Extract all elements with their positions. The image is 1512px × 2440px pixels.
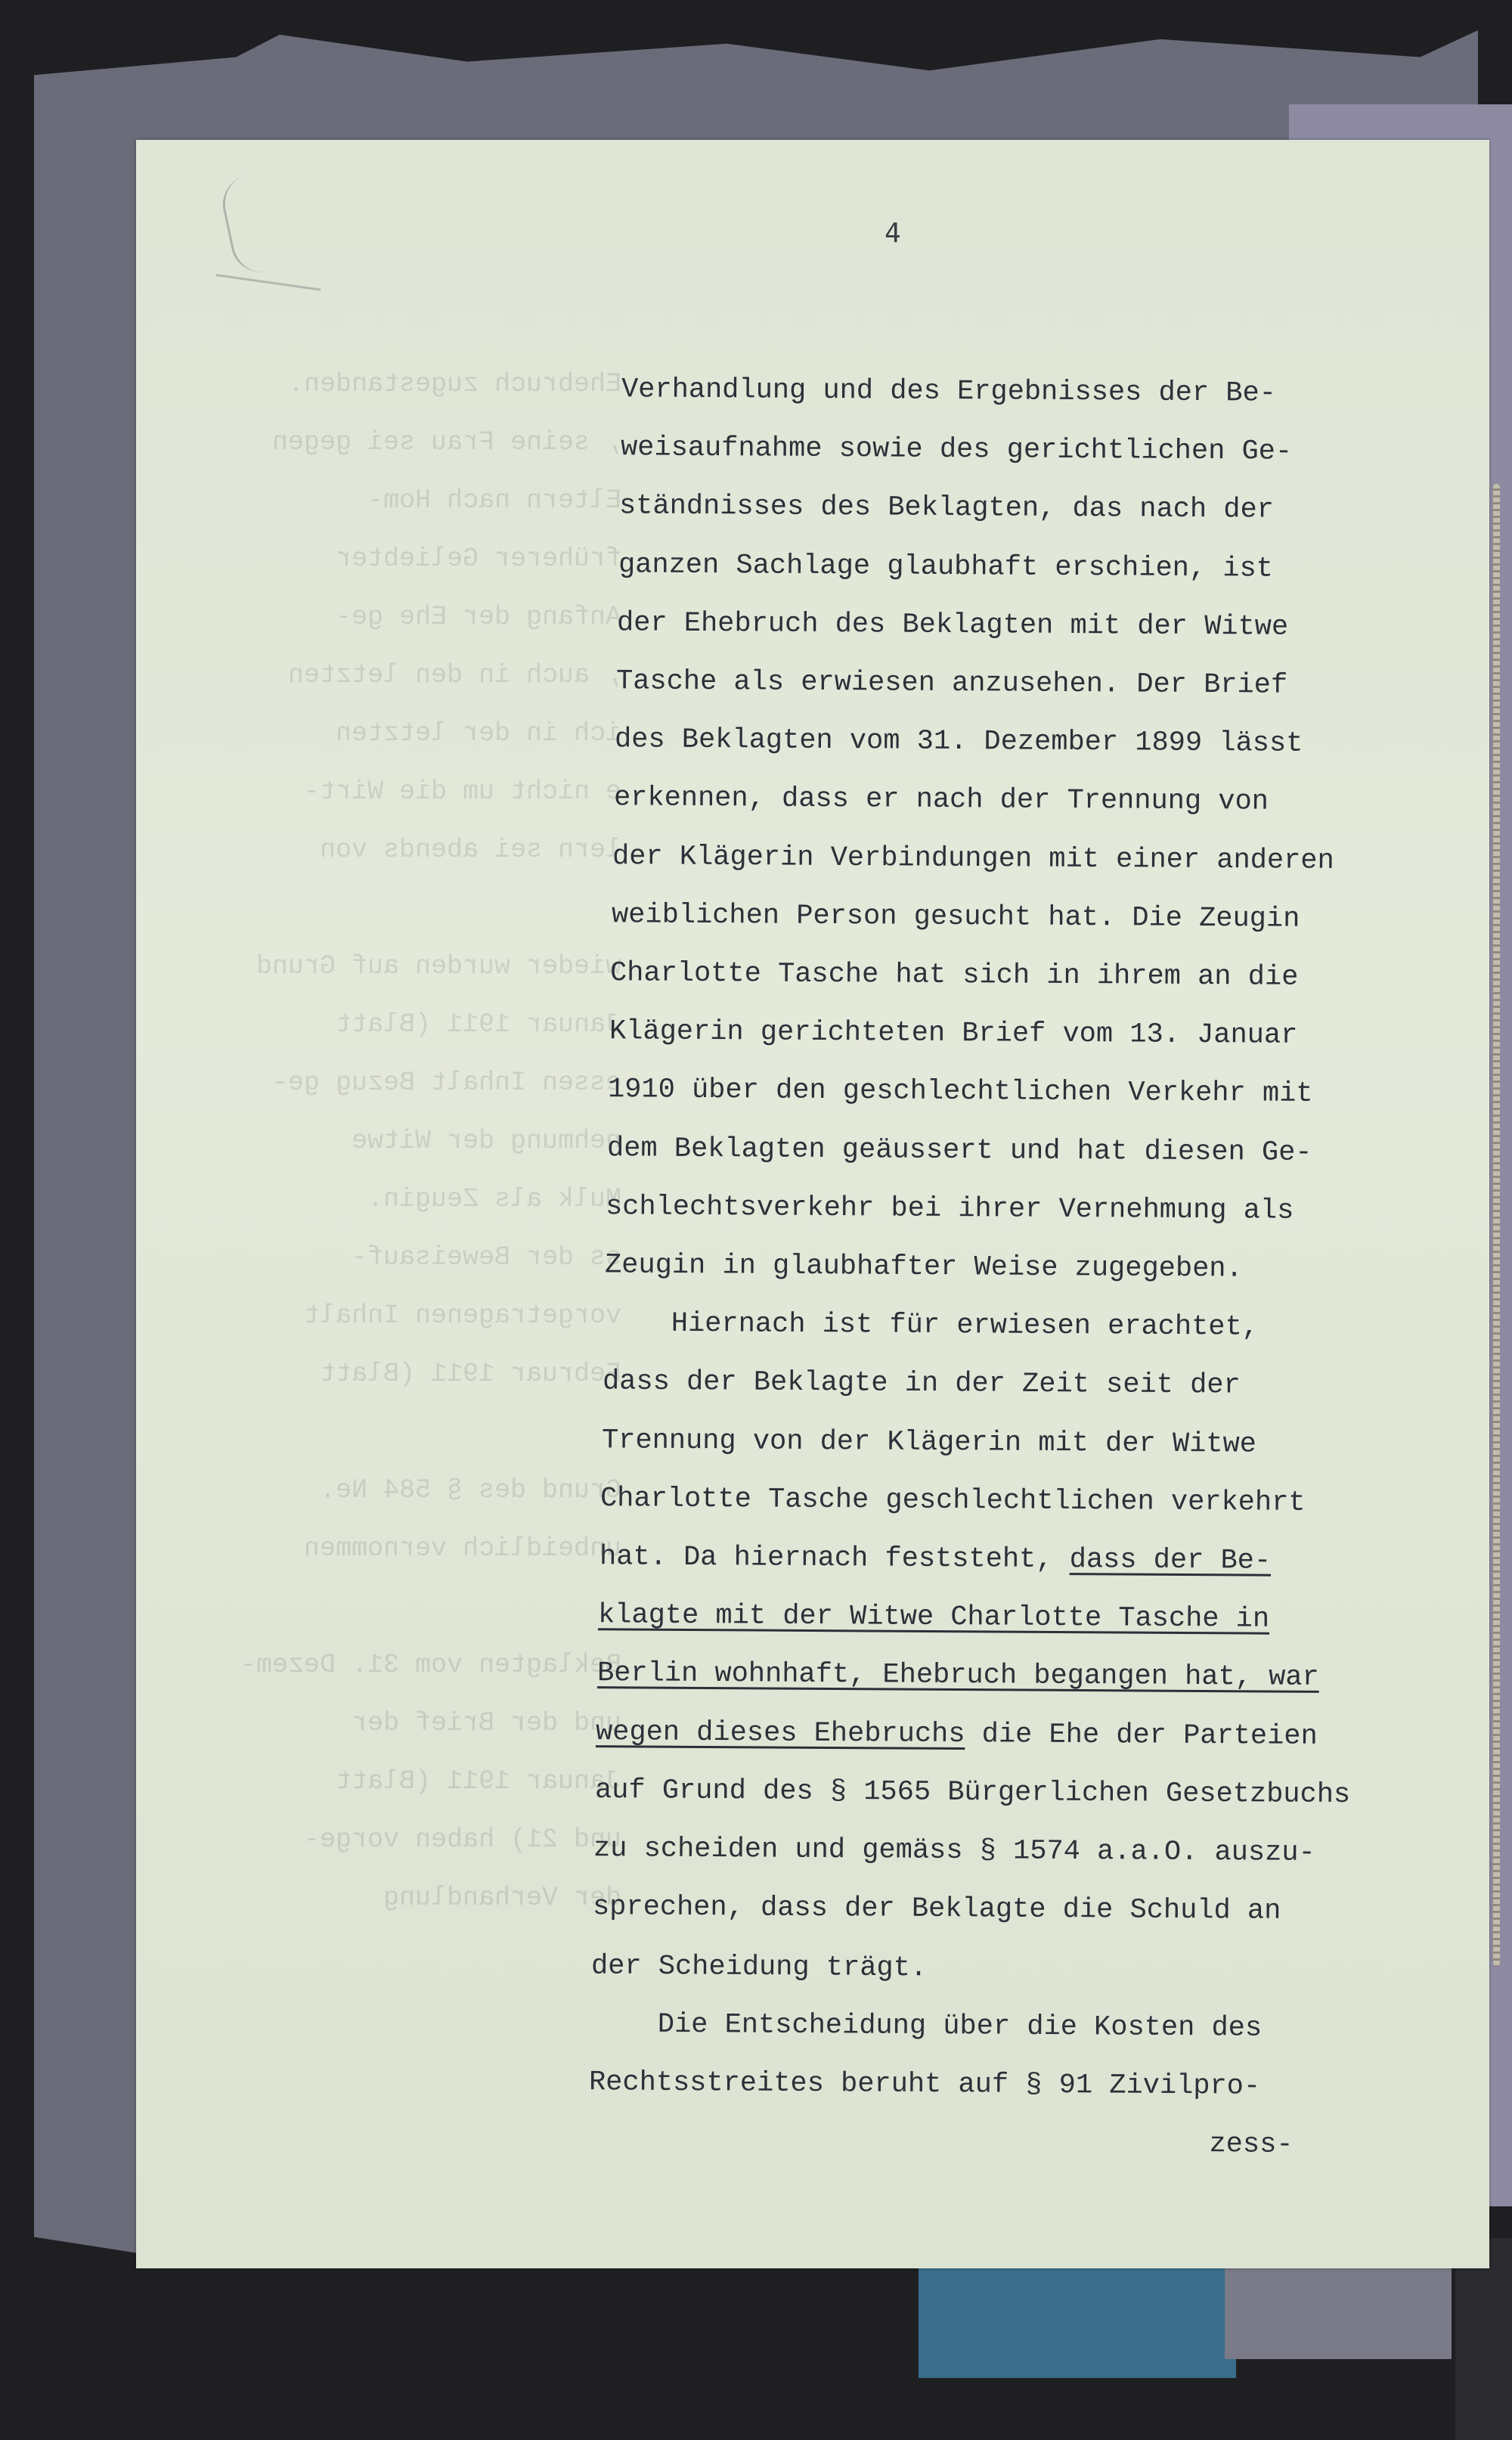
line-text: Charlotte Tasche hat sich in ihrem an die (610, 957, 1299, 994)
line-text: der Ehebruch des Beklagten mit der Witwe (617, 607, 1289, 643)
line-text: Zeugin in glaubhafter Weise zugegeben. (604, 1249, 1243, 1285)
line-text: Die Entscheidung über die Kosten des (590, 2007, 1263, 2045)
underlined-text: wegen dieses Ehebruchs (596, 1716, 965, 1750)
text-line (605, 1251, 1243, 1283)
page-number: 4 (885, 218, 901, 249)
line-text: die Ehe der Parteien (965, 1718, 1318, 1753)
line-text: weiblichen Person gesucht hat. Die Zeugin (611, 899, 1300, 935)
line-text: auf Grund des § 1565 Bürgerlichen Gesetzbuchs (594, 1774, 1351, 1811)
text-line (600, 1543, 1271, 1575)
text-line (618, 490, 1275, 527)
line-text: ganzen Sachlage glaubhaft erschien, ist (618, 548, 1273, 585)
text-line (596, 1657, 1319, 1694)
line-text: zess- (587, 2125, 1294, 2161)
line-text: zu scheiden und gemäss § 1574 a.a.O. auszu- (593, 1833, 1316, 1869)
line-text: dass der Beklagte in der Zeit seit der (602, 1366, 1241, 1402)
line-text: dem Beklagten geäussert und hat diesen Ge- (606, 1132, 1312, 1169)
underlined-text: klagte mit der Witwe Charlotte Tasche in (598, 1599, 1270, 1635)
line-text: hat. Da hiernach feststeht, (599, 1541, 1070, 1577)
text-line (600, 1482, 1306, 1519)
text-line (590, 2007, 1263, 2045)
text-line (601, 1424, 1256, 1461)
text-line (591, 1953, 927, 1983)
line-text: Verhandlung und des Ergebnisses der Be- (621, 374, 1277, 410)
text-line (596, 1716, 1318, 1753)
line-text: sprechen, dass der Beklagte die Schuld an (592, 1891, 1281, 1927)
text-line (593, 1835, 1315, 1868)
text-line (621, 376, 1276, 408)
text-line (613, 782, 1269, 819)
underlined-text: Berlin wohnhaft, Ehebruch begangen hat, war (596, 1657, 1319, 1694)
line-text: 1910 über den geschlechtlichen Verkehr mit (608, 1074, 1314, 1111)
text-line (593, 1893, 1281, 1926)
line-text: ständnisses des Beklagten, das nach der (618, 490, 1275, 527)
line-text: Trennung von der Klägerin mit der Witwe (601, 1424, 1256, 1461)
reverse-side-bleed-through: Ehebruch zugestanden. , seine Frau sei gegen Eltern nach Hom- früherer Geliebter Anfang der Ehe ge- , auch in den letzten ich in der letzten e nicht um die Wirt- lern sei abends von wieder wurden auf Grund Januar 1911 (Blatt essen Inhalt Bezug ge- nehmung der Witwe Mulk als Zeugin. ss der Beweisauf- vorgetragenen Inhalt Februar 1911 (Blatt Grund des § 584 Ne. unbeidlich vernommen Beklagten vom 31. Dezem- und der Brief der Januar 1911 (Blatt und 21) haben vorge- der Verhandlung (240, 369, 621, 1913)
line-text: Rechtsstreites beruht auf § 91 Zivilpro- (589, 2066, 1261, 2103)
text-line (598, 1601, 1269, 1633)
text-line (594, 1774, 1351, 1811)
text-line (618, 548, 1273, 585)
line-text: der Klägerin Verbindungen mit einer anderen (612, 840, 1335, 877)
line-text: schlechtsverkehr bei ihrer Vernehmung als (606, 1191, 1294, 1227)
text-line (603, 1307, 1259, 1344)
text-line (602, 1366, 1241, 1402)
text-line (609, 1015, 1298, 1052)
binding-string (1493, 484, 1500, 1966)
text-line (588, 2127, 1294, 2159)
text-line (615, 726, 1303, 758)
line-text: Charlotte Tasche geschlechtlichen verkehrt (600, 1482, 1306, 1519)
line-text: des Beklagten vom 31. Dezember 1899 lässt (615, 724, 1303, 760)
text-line (620, 434, 1291, 466)
line-text: erkennen, dass er nach der Trennung von (613, 782, 1269, 819)
line-text: der Scheidung trägt. (591, 1951, 928, 1985)
text-line (606, 1132, 1312, 1169)
text-line (617, 609, 1288, 641)
line-text: Klägerin gerichteten Brief vom 13. Januar (609, 1015, 1298, 1052)
text-line (612, 840, 1335, 877)
line-text: Tasche als erwiesen anzusehen. Der Brief (615, 665, 1287, 702)
text-line (589, 2066, 1261, 2103)
underlined-text: dass der Be- (1069, 1544, 1271, 1577)
text-line (608, 1074, 1314, 1111)
line-text: weisaufnahme sowie des gerichtlichen Ge- (620, 432, 1292, 468)
text-line (610, 957, 1299, 994)
text-line (606, 1193, 1294, 1226)
paper-scrap-dark (1455, 2238, 1512, 2440)
text-line (612, 901, 1300, 934)
text-line (615, 665, 1287, 702)
line-text: Hiernach ist für erwiesen erachtet, (603, 1307, 1259, 1344)
